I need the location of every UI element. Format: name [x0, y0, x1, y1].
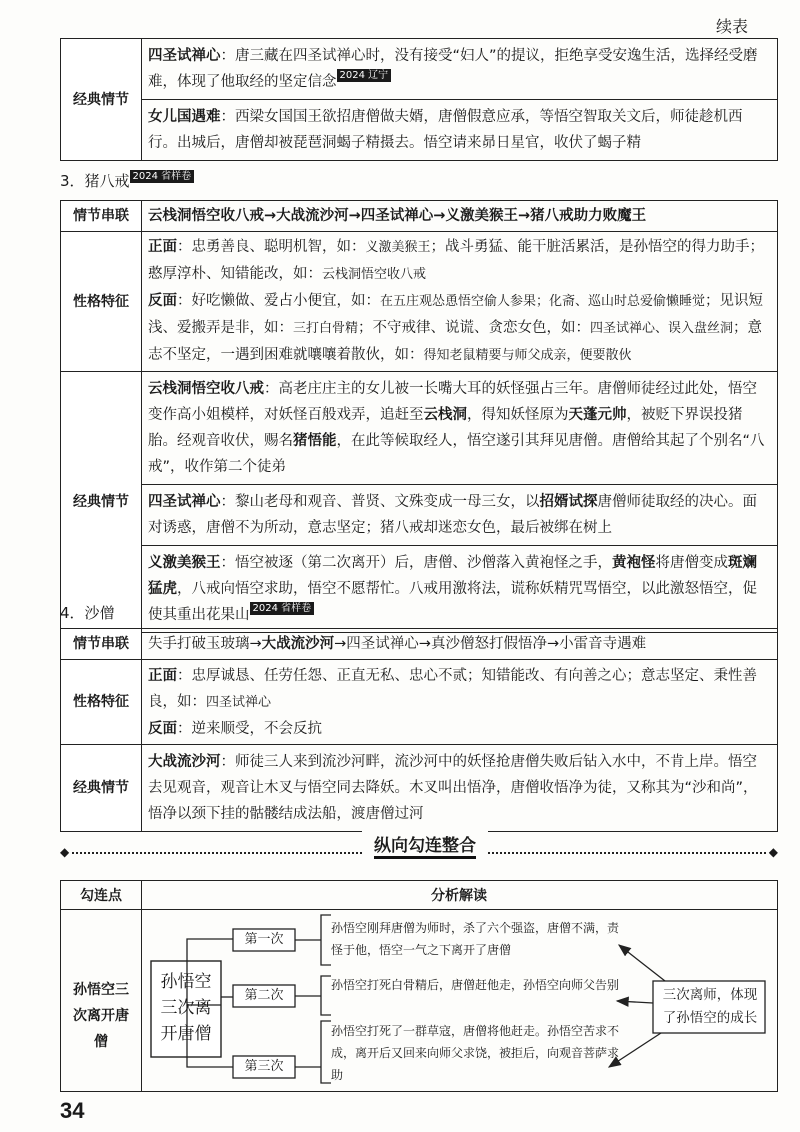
- branch-text-2: 孙悟空打死白骨精后，唐僧赶他走，孙悟空向师父告别: [331, 978, 620, 992]
- sha-positive: 正面：忠厚诚恳、任劳任怨、正直无私、忠心不贰；知错能改、有向善之心；意志坚定、秉性善良，如：四圣试禅心: [148, 667, 757, 710]
- text-bracket-1: [321, 915, 331, 965]
- sha-plot-label: 情节串联: [61, 629, 142, 660]
- tang-classic-label: 经典情节: [61, 39, 142, 161]
- branch-label-2: 第二次: [244, 988, 284, 1003]
- sha-plot-text: 失手打破玉玻璃→大战流沙河→四圣试禅心→真沙僧怒打假悟净→小雷音寺遇难: [142, 629, 778, 660]
- integration-col1-header: 勾连点: [80, 888, 122, 904]
- tang-table: [60, 38, 778, 161]
- tang-classic-row-2: 女儿国遇难：西梁女国国王欲招唐僧做夫婿，唐僧假意应承，等悟空智取关文后，师徒趁机西行。出城后，唐僧却被琵琶洞蝎子精摄去。悟空请来昴日星官，收伏了蝎子精: [142, 100, 778, 161]
- zhu-traits: [142, 232, 778, 372]
- sha-negative: 反面：逆来顺受，不会反抗: [148, 720, 322, 737]
- diamond-right-icon: ◆: [768, 845, 778, 859]
- sha-traits: [142, 660, 778, 745]
- exam-tag: 2024 省样卷: [130, 170, 195, 183]
- zhu-traits-label: 性格特征: [61, 232, 142, 372]
- sha-traits-label: 性格特征: [61, 660, 142, 745]
- branch-text-1: 孙悟空刚拜唐僧为师时，杀了六个强盗，唐僧不满，责怪于他，悟空一气之下离开了唐僧: [331, 921, 620, 957]
- conclusion-text: 三次离师，体现了孙悟空的成长: [662, 987, 758, 1026]
- page-number: 34: [60, 1098, 85, 1123]
- zhu-plot-label: 情节串联: [61, 201, 142, 232]
- integration-row-label: 孙悟空三次离开唐僧: [73, 982, 129, 1050]
- continued-label: 续表: [715, 17, 748, 36]
- zhu-plot-text: 云栈洞悟空收八戒→大战流沙河→四圣试禅心→义激美猴王→猪八戒助力败魔王: [142, 201, 778, 232]
- section-title-sha: 4．沙僧: [60, 604, 115, 622]
- text-bracket-3: [321, 1021, 331, 1083]
- zhu-classic-label: 经典情节: [61, 372, 142, 633]
- diamond-left-icon: ◆: [60, 845, 70, 859]
- zhu-classic-row-3: 义激美猴王：悟空被逐（第二次离开）后，唐僧、沙僧落入黄袍怪之手，黄袍怪将唐僧变成斑斓猛虎，八戒向悟空求助，悟空不愿帮忙。八戒用激将法，谎称妖精咒骂悟空，以此激怒悟空，促使其重出花果山 2024 省样卷: [142, 546, 778, 633]
- conclusion-arrow-2: [617, 1001, 653, 1003]
- zhu-positive: 正面：忠勇善良、聪明机智，如：义激美猴王；战斗勇猛、能干脏活累活，是孙悟空的得力助手；憨厚淳朴、知错能改，如：云栈洞悟空收八戒: [148, 239, 765, 282]
- branch-label-3: 第三次: [244, 1059, 284, 1074]
- sha-classic-row: 大战流沙河：师徒三人来到流沙河畔，流沙河中的妖怪抢唐僧失败后钻入水中，不肯上岸。悟空去见观音，观音让木叉与悟空同去降妖。木叉叫出悟净，唐僧收悟净为徒，又称其为“沙和尚”，悟净以颈下挂的骷髅结成法船，渡唐僧过河: [142, 745, 778, 832]
- integration-col2-header: 分析解读: [431, 888, 487, 904]
- tang-classic-row-1: 四圣试禅心：唐三藏在四圣试禅心时，没有接受“妇人”的提议，拒绝享受安逸生活，选择经受磨难，体现了他取经的坚定信念 2024 辽宁: [142, 39, 778, 100]
- integration-title: 纵向勾连整合: [362, 831, 488, 856]
- sha-table: [60, 628, 778, 832]
- exam-tag: 2024 辽宁: [337, 69, 392, 82]
- exam-tag: 2024 省样卷: [250, 602, 315, 615]
- zhu-classic-row-1: 云栈洞悟空收八戒：高老庄庄主的女儿被一长嘴大耳的妖怪强占三年。唐僧师徒经过此处，悟空变作高小姐模样，对妖怪百般戏弄，追赶至云栈洞，得知妖怪原为天蓬元帅，被贬下界误投猪胎。经观音收伏，赐名猪悟能，在此等候取经人，悟空遂引其拜见唐僧。唐僧给其起了个别名“八戒”，收作第二个徒弟: [142, 372, 778, 485]
- zhu-classic-row-2: 四圣试禅心：黎山老母和观音、普贤、文殊变成一母三女，以招婿试探唐僧师徒取经的决心。面对诱惑，唐僧不为所动，意志坚定；猪八戒却迷恋女色，最后被绑在树上: [142, 485, 778, 546]
- zhu-table: [60, 200, 778, 633]
- sha-classic-label: 经典情节: [61, 745, 142, 832]
- text-bracket-2: [321, 976, 331, 1015]
- center-box-text: 孙悟空三次离开唐僧: [160, 972, 212, 1044]
- branch-label-1: 第一次: [244, 932, 284, 947]
- integration-table: [60, 880, 778, 1092]
- integration-divider: [60, 836, 778, 859]
- branch-text-3: 孙悟空打死了一群草寇，唐僧将他赶走。孙悟空苦求不成，离开后又回来向师父求饶，被拒后，向观音菩萨求助: [331, 1024, 620, 1082]
- zhu-negative: 反面：好吃懒做、爱占小便宜，如：在五庄观怂恿悟空偷人参果；化斋、巡山时总爱偷懒睡觉；见识短浅、爱搬弄是非，如：三打白骨精；不守戒律、说谎、贪恋女色，如：四圣试禅心、误入盘丝洞；意志不坚定，一遇到困难就嚷嚷着散伙，如：得知老鼠精要与师父成亲，便要散伙: [148, 293, 764, 363]
- section-title-zhu: 3．猪八戒 2024 省样卷: [60, 170, 194, 191]
